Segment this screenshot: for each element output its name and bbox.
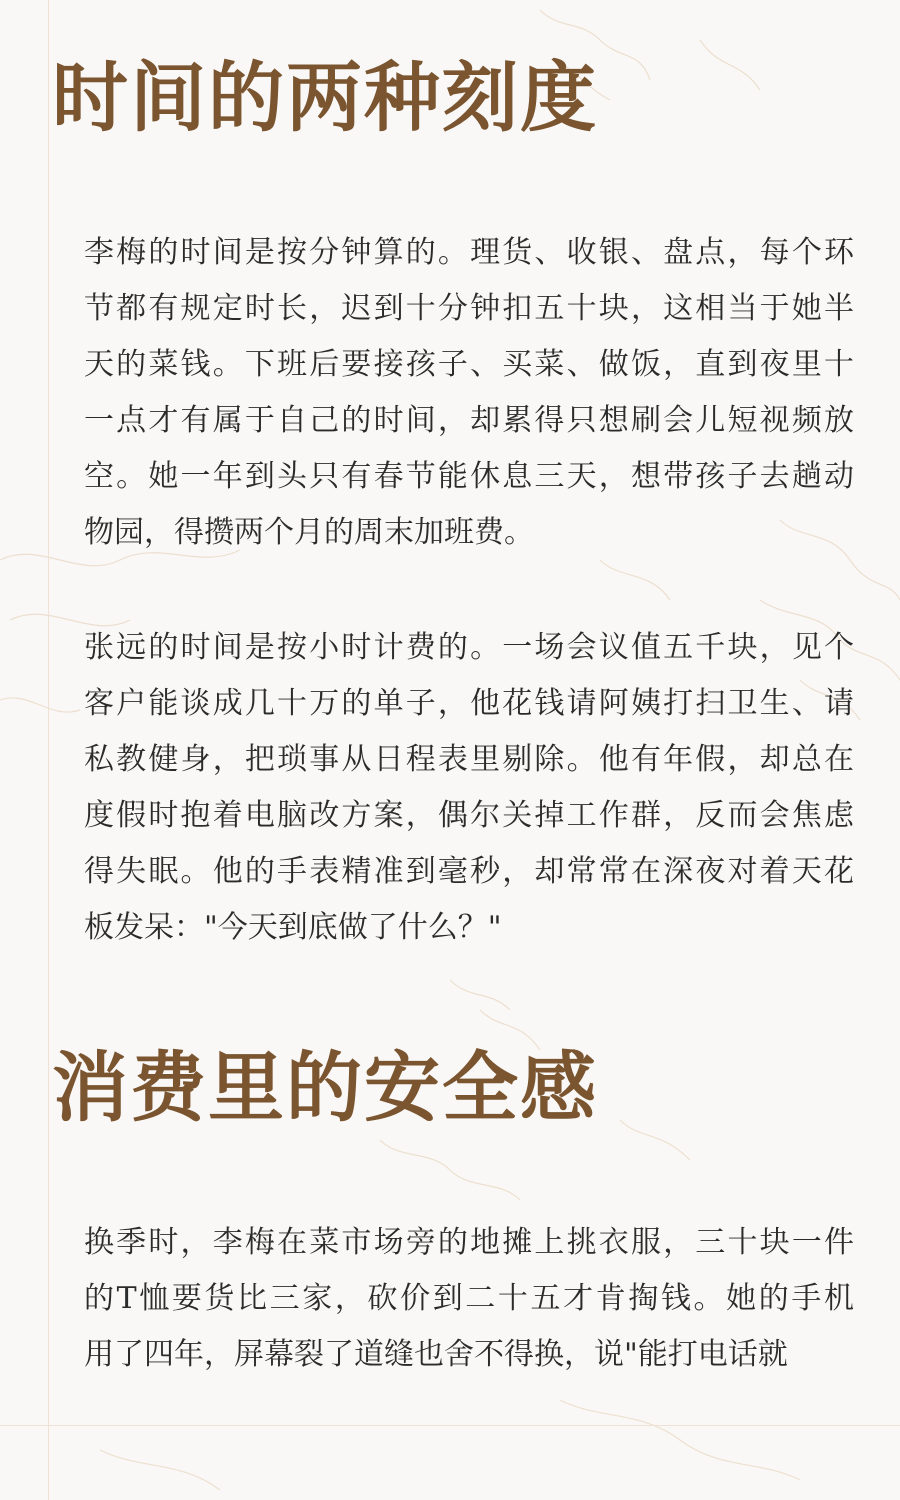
paragraph-li-mei-consumption: [84, 1215, 854, 1383]
text-line: 张远的时间是按小时计费的。一场会议值五千块，见个: [84, 630, 854, 665]
text-line: 客户能谈成几十万的单子，他花钱请阿姨打扫卫生、请: [84, 686, 854, 721]
text-line: 节都有规定时长，迟到十分钟扣五十块，这相当于她半: [84, 291, 854, 326]
text-line: 换季时，李梅在菜市场旁的地摊上挑衣服，三十块一件: [84, 1225, 854, 1260]
section-title-time-scales: 时间的两种刻度: [52, 53, 598, 142]
text-line: 得失眠。他的手表精准到毫秒，却常常在深夜对着天花: [84, 854, 854, 889]
text-line: 天的菜钱。下班后要接孩子、买菜、做饭，直到夜里十: [84, 347, 854, 382]
text-line: 李梅的时间是按分钟算的。理货、收银、盘点，每个环: [84, 235, 854, 270]
text-line: 物园，得攒两个月的周末加班费。: [84, 515, 534, 550]
section-title-consumption-security: 消费里的安全感: [52, 1043, 598, 1132]
text-line: 一点才有属于自己的时间，却累得只想刷会儿短视频放: [84, 403, 854, 438]
text-line: 私教健身，把琐事从日程表里剔除。他有年假，却总在: [84, 742, 854, 777]
text-line: 空。她一年到头只有春节能休息三天，想带孩子去趟动: [84, 459, 854, 494]
text-line: 度假时抱着电脑改方案，偶尔关掉工作群，反而会焦虑: [84, 798, 854, 833]
text-line: 的T恤要货比三家，砍价到二十五才肯掏钱。她的手机: [84, 1281, 854, 1316]
text-line: 板发呆："今天到底做了什么？": [84, 910, 502, 945]
text-line: 用了四年，屏幕裂了道缝也舍不得换，说"能打电话就: [84, 1337, 788, 1372]
paragraph-li-mei-time: [84, 225, 854, 561]
paragraph-zhang-yuan-time: [84, 620, 854, 956]
